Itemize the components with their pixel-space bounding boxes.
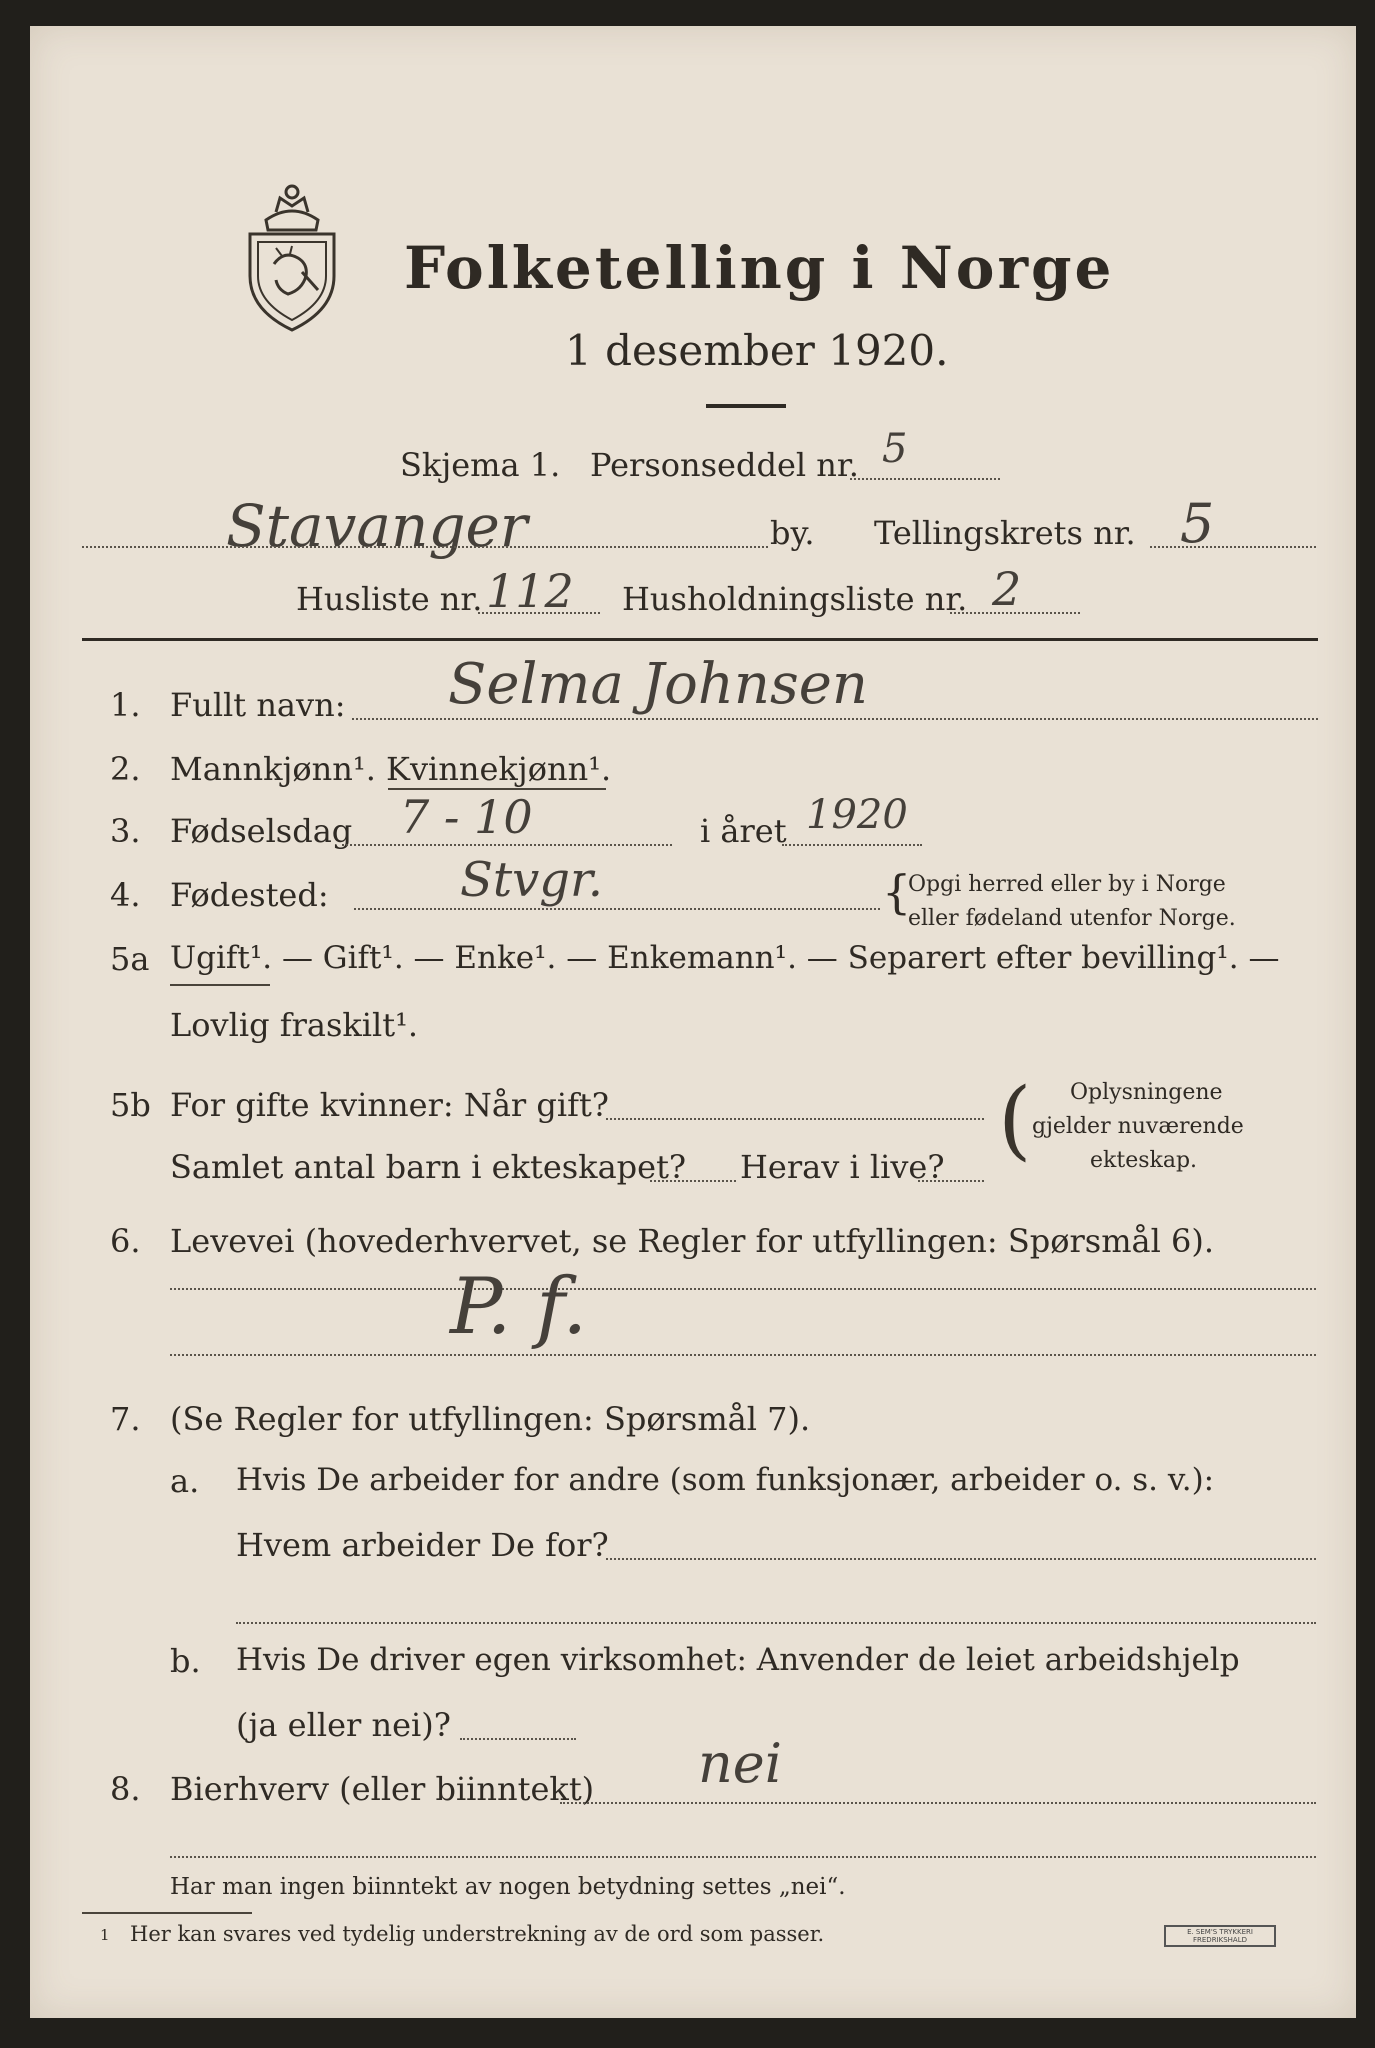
q7b-letter: b.	[170, 1642, 201, 1680]
city-value: Stavanger	[226, 492, 528, 560]
q1-value: Selma Johnsen	[448, 652, 868, 717]
q6-number: 6.	[110, 1222, 141, 1260]
q3-number: 3.	[110, 812, 141, 850]
q5b-line2b: Herav i live?	[740, 1148, 945, 1186]
printer-stamp	[1164, 1925, 1276, 1947]
q5b-number: 5b	[110, 1086, 151, 1124]
q4-note-line1: Opgi herred eller by i Norge	[908, 872, 1226, 897]
q5a-number: 5a	[110, 940, 150, 978]
q6-line1	[170, 1288, 1316, 1290]
q6-line2	[170, 1354, 1316, 1356]
tellingskrets-value: 5	[1180, 492, 1215, 555]
q3-year-value: 1920	[806, 792, 908, 838]
q7b-line	[460, 1738, 576, 1740]
q3-year-label: i året	[700, 812, 787, 850]
q5b-note-line1: Oplysningene	[1070, 1080, 1223, 1105]
q8-line2	[170, 1856, 1316, 1858]
q3-label: Fødselsdag	[170, 812, 353, 850]
q6-value: P. f.	[450, 1262, 588, 1352]
q2-number: 2.	[110, 750, 141, 788]
form-subtitle: 1 desember 1920.	[565, 326, 949, 375]
personseddel-label: Personseddel nr.	[590, 446, 859, 484]
coat-of-arms-icon	[236, 172, 348, 332]
husliste-label: Husliste nr.	[296, 580, 483, 618]
q4-number: 4.	[110, 876, 141, 914]
footnote-rule	[82, 1912, 252, 1914]
q7a-extra-line	[236, 1622, 1316, 1624]
q8-value: nei	[698, 1732, 783, 1795]
q7a-employer-line	[606, 1558, 1316, 1560]
footnote-mark: 1	[100, 1926, 110, 1944]
q4-value: Stvgr.	[460, 852, 603, 908]
husliste-value: 112	[486, 564, 574, 618]
q8-label: Bierhverv (eller biinntekt)	[170, 1770, 595, 1808]
husholdningsliste-label: Husholdningsliste nr.	[622, 580, 968, 618]
q4-note-line2: eller fødeland utenfor Norge.	[908, 906, 1236, 931]
q5a-underline	[170, 984, 270, 986]
q3-day-line	[342, 844, 672, 846]
q5b-alive-line	[918, 1180, 984, 1182]
q5b-married-line	[606, 1118, 984, 1120]
q5b-line2a: Samlet antal barn i ekteskapet?	[170, 1148, 687, 1186]
personseddel-line	[850, 478, 1000, 480]
by-label: by.	[770, 514, 815, 552]
q7a-line1: Hvis De arbeider for andre (som funksjonær, arbeider o. s. v.):	[236, 1462, 1215, 1498]
q2-label: Mannkjønn¹. Kvinnekjønn¹.	[170, 750, 612, 788]
q5a-line2: Lovlig fraskilt¹.	[170, 1006, 419, 1044]
q7a-letter: a.	[170, 1462, 200, 1500]
q5b-line1: For gifte kvinner: Når gift?	[170, 1086, 609, 1124]
q6-label: Levevei (hovederhvervet, se Regler for utfyllingen: Spørsmål 6).	[170, 1222, 1215, 1260]
footnote-text: Her kan svares ved tydelig understrekning av de ord som passer.	[130, 1922, 825, 1946]
q5b-note-line2: gjelder nuværende	[1032, 1114, 1244, 1139]
tellingskrets-label: Tellingskrets nr.	[874, 514, 1136, 552]
q5b-bracket: (	[998, 1070, 1032, 1170]
q3-value: 7 - 10	[400, 790, 533, 844]
form-title: Folketelling i Norge	[404, 234, 1115, 302]
q8-line1	[560, 1802, 1316, 1804]
q4-line	[354, 908, 880, 910]
q1-number: 1.	[110, 686, 141, 724]
printer-stamp-line2: FREDRIKSHALD	[1192, 1936, 1247, 1944]
q3-year-line	[782, 844, 922, 846]
tellingskrets-line	[1150, 546, 1316, 548]
skjema-label: Skjema 1.	[400, 446, 561, 484]
header-separator	[82, 638, 1318, 641]
census-form-sheet	[30, 26, 1356, 2018]
title-divider	[706, 404, 786, 408]
q7a-line2: Hvem arbeider De for?	[236, 1526, 609, 1564]
personseddel-value: 5	[882, 426, 908, 472]
q7b-line1: Hvis De driver egen virksomhet: Anvender de leiet arbeidshjelp	[236, 1642, 1240, 1678]
city-line	[82, 546, 768, 548]
q1-label: Fullt navn:	[170, 686, 346, 724]
q4-label: Fødested:	[170, 876, 329, 914]
printer-stamp-line1: E. SEM'S TRYKKERI	[1187, 1928, 1253, 1936]
q4-bracket: {	[882, 865, 912, 919]
q5b-children-line	[650, 1180, 736, 1182]
husholdningsliste-value: 2	[992, 562, 1022, 616]
q8-number: 8.	[110, 1770, 141, 1808]
q5b-note-line3: ekteskap.	[1090, 1148, 1198, 1173]
q7b-line2: (ja eller nei)?	[236, 1706, 451, 1744]
q8-note: Har man ingen biinntekt av nogen betydning settes „nei“.	[170, 1874, 846, 1900]
q7-label: (Se Regler for utfyllingen: Spørsmål 7).	[170, 1400, 811, 1438]
q5a-line1: Ugift¹. — Gift¹. — Enke¹. — Enkemann¹. — Separert efter bevilling¹. —	[170, 940, 1280, 976]
q1-line	[352, 718, 1318, 720]
q7-number: 7.	[110, 1400, 141, 1438]
